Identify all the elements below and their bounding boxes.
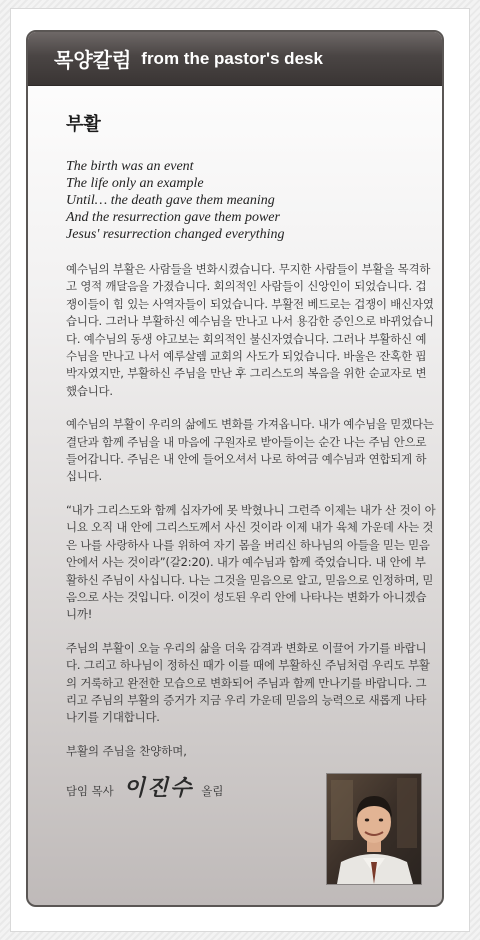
column-title-korean: 목양칼럼 bbox=[54, 48, 132, 72]
article-body bbox=[66, 110, 436, 802]
poem-line: The birth was an event bbox=[66, 159, 194, 174]
column-header bbox=[28, 32, 442, 86]
poem-line: The life only an example bbox=[66, 176, 204, 191]
paragraph: 주님의 부활이 오늘 우리의 삶을 더욱 감격과 변화로 이끌어 가기를 바랍니다. 그리고 하나님이 정하신 때가 이를 때에 부활하신 주님처럼 우리도 부활의 거룩하고 완전한 모습으로 변화되어 주님과 함께 만나기를 바랍니다. 그리고 주님의 부활의 증거가 지금 우리 가운데 믿음의 능력으로 새롭게 나타나기를 기대합니다. bbox=[66, 640, 430, 725]
poem-line: Jesus' resurrection changed everything bbox=[66, 227, 285, 242]
paragraph: 예수님의 부활이 우리의 삶에도 변화를 가져옵니다. 내가 예수님을 믿겠다는 결단과 함께 주님을 내 마음에 구원자로 받아들이는 순간 나는 주님 안으로 들어갑니다. 주님은 내 안에 들어오셔서 나로 하여금 예수님과 연합되게 하십니다. bbox=[66, 417, 434, 484]
signature-role: 담임 목사 bbox=[66, 783, 114, 798]
signature-name: 이진수 bbox=[123, 774, 194, 801]
poem-line: Until… the death gave them meaning bbox=[66, 193, 275, 208]
article-title: 부활 bbox=[66, 114, 101, 135]
paragraph: 예수님의 부활은 사람들을 변화시켰습니다. 무지한 사람들이 부활을 목격하고 영적 깨달음을 가졌습니다. 회의적인 사람들이 신앙인이 되었습니다. 겁쟁이들이 힘 있는 사역자들이 되었습니다. 부활전 베드로는 겁쟁이 배신자였습니다. 그러나 부활하신 예수님을 만나고 나서 용감한 증인으로 바뀌었습니다. 예수님의 동생 야고보는 회의적인 불신자였습니다. 그러나 부활하신 예수님을 만나고 나서 예루살렘 교회의 사도가 되었습니다. 바울은 잔혹한 핍박자였지만, 부활하신 주님을 만난 후 그리스도의 복음을 위한 순교자로 변했습니다. bbox=[66, 262, 434, 398]
pastor-portrait-image bbox=[327, 774, 421, 884]
paragraph: “내가 그리스도와 함께 십자가에 못 박혔나니 그런즉 이제는 내가 산 것이 아니요 오직 내 안에 그리스도께서 사신 것이라 이제 내가 육체 가운데 사는 것은 나를 사랑하사 나를 위하여 자기 몸을 버리신 하나님의 아들을 믿는 믿음 안에서 사는 것이라”(갈2:20). 내가 예수님과 함께 죽었습니다. 내 안에 부활하신 주님이 사십니다. 나는 그것을 믿음으로 알고, 믿음으로 인정하며, 믿음으로 사는 것입니다. 이것이 성도된 우리 안에 나타나는 변화가 아니겠습니까! bbox=[66, 502, 436, 622]
poem bbox=[66, 158, 436, 243]
column-card bbox=[26, 30, 444, 907]
poem-line: And the resurrection gave them power bbox=[66, 210, 280, 225]
signature-suffix: 올림 bbox=[201, 783, 224, 798]
pastor-photo bbox=[326, 773, 422, 885]
closing-line: 부활의 주님을 찬양하며, bbox=[66, 743, 187, 758]
column-title-english: from the pastor's desk bbox=[141, 48, 323, 68]
